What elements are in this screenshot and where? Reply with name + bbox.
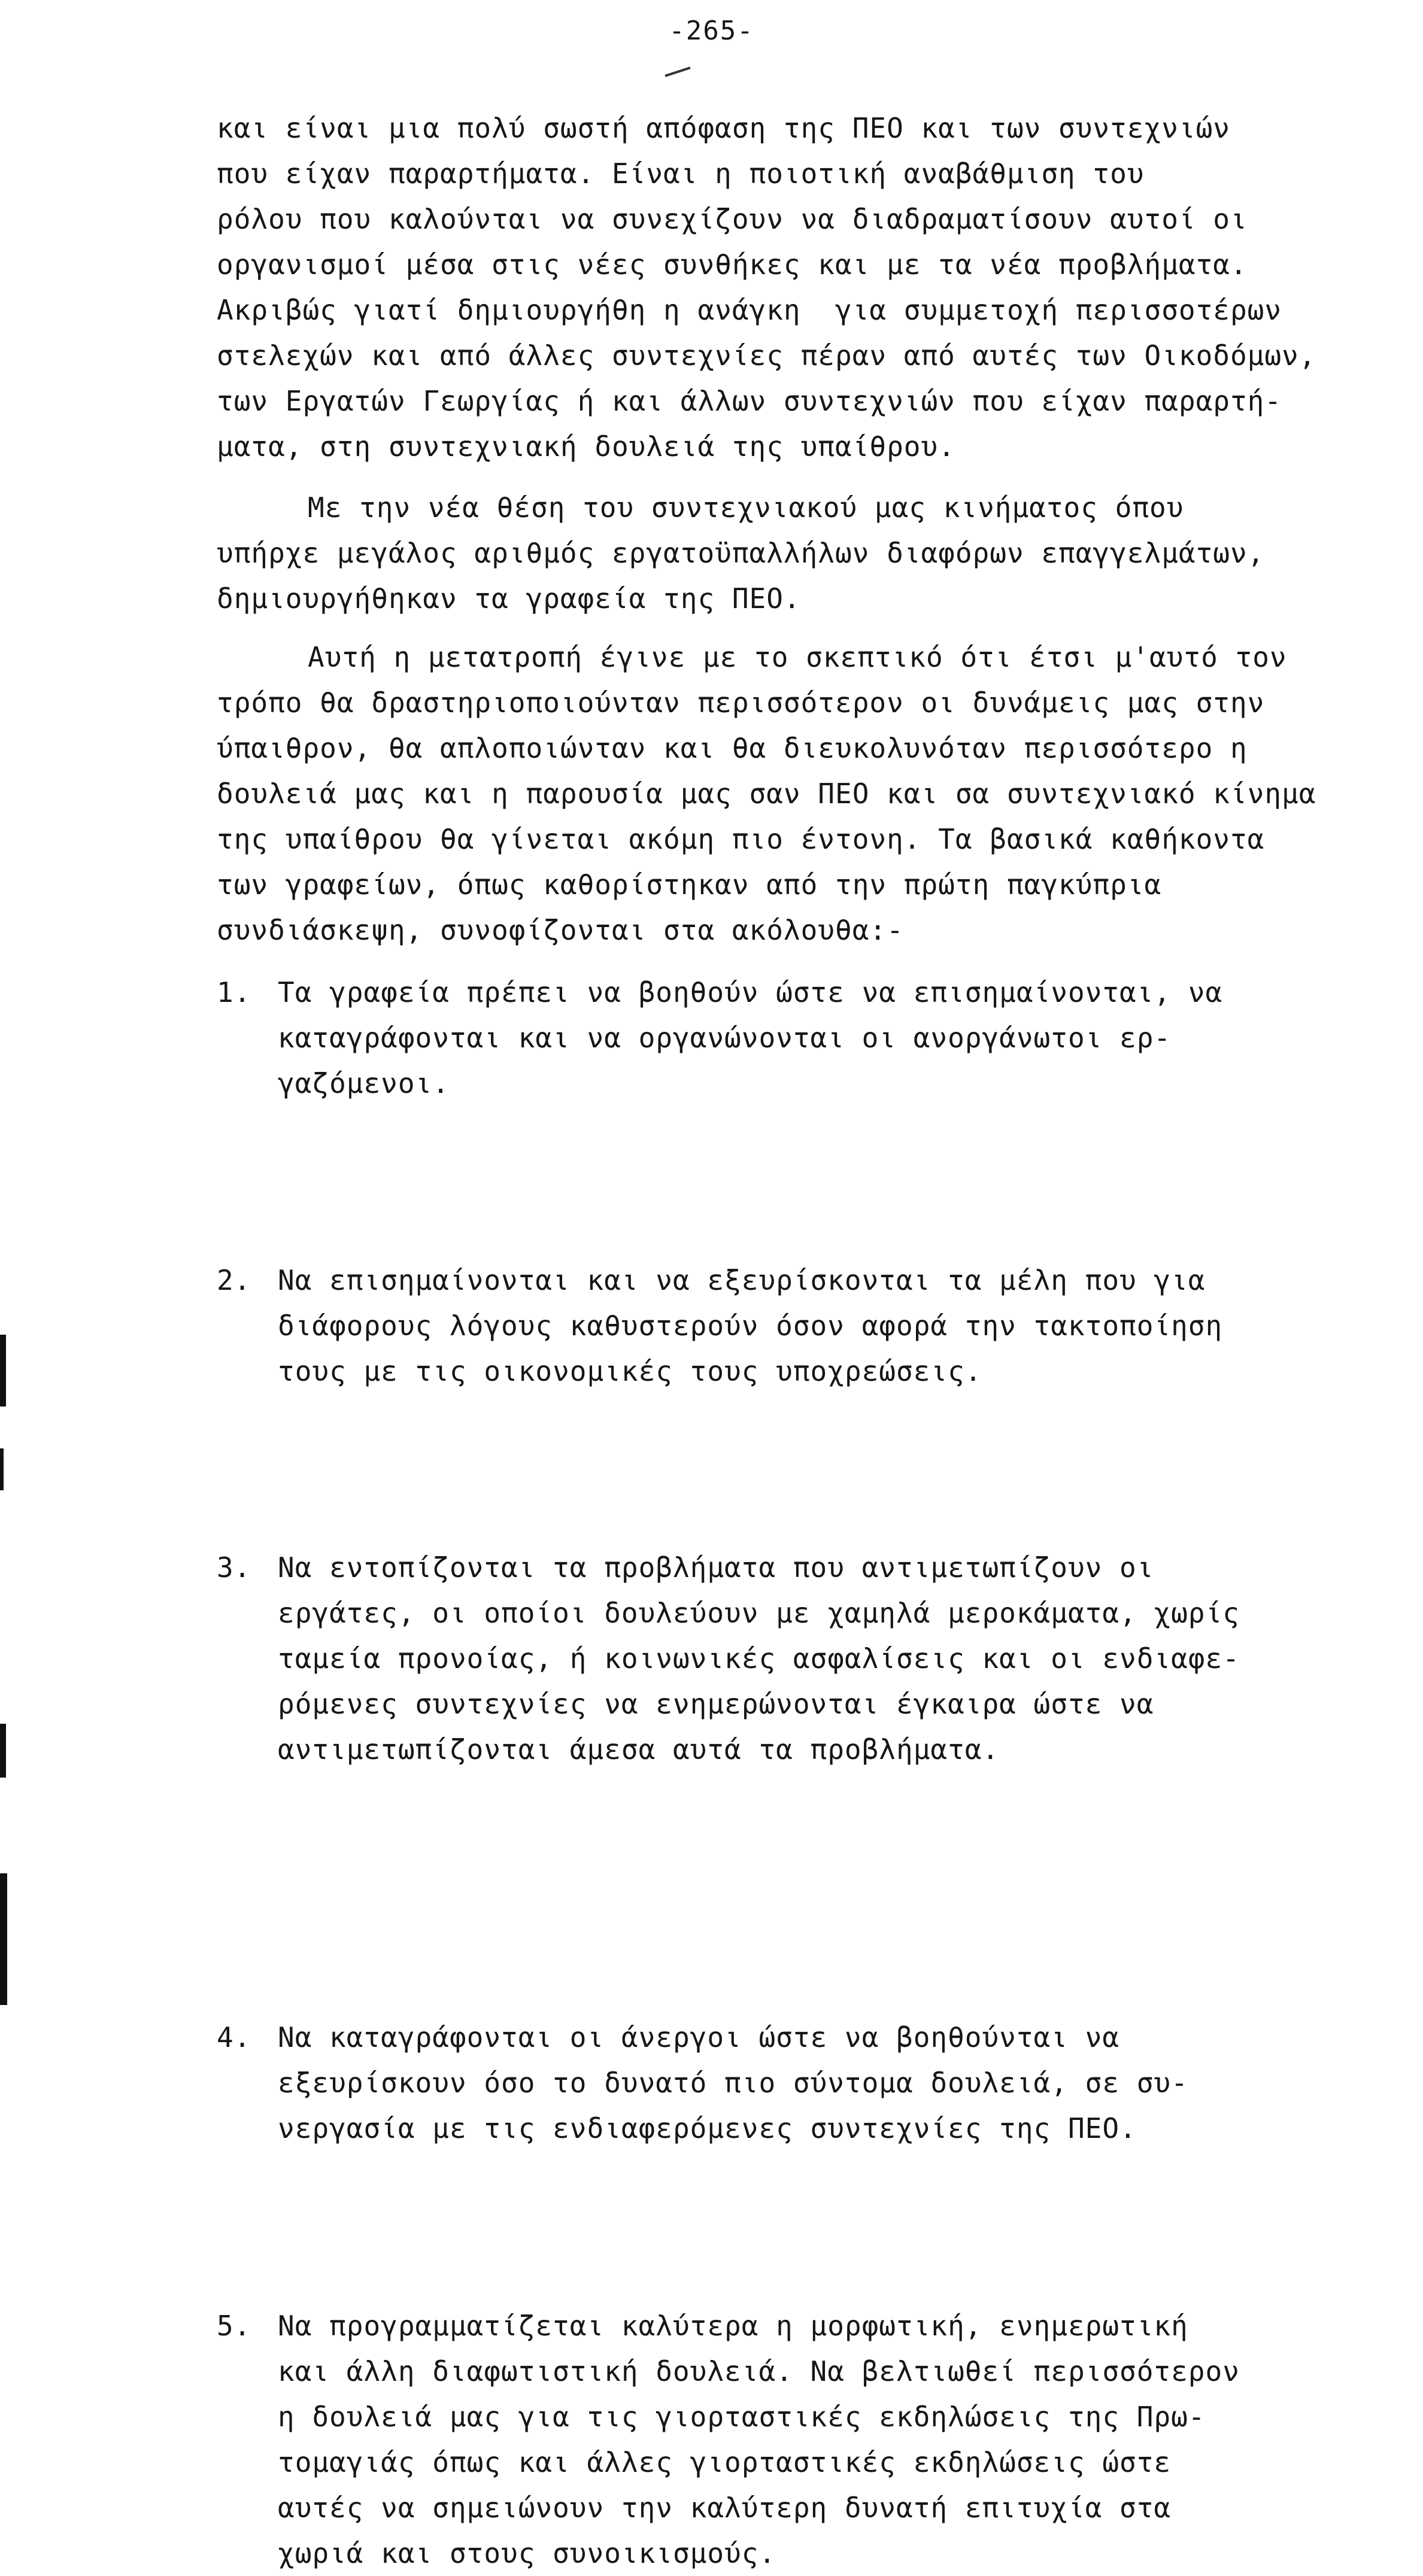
text-line: η δουλειά μας για τις γιορταστικές εκδηλώσεις της Πρω- [278, 2401, 1206, 2433]
text-line: οργανισμοί μέσα στις νέες συνθήκες και με τα νέα προβλήματα. [217, 248, 1248, 281]
text-line: της υπαίθρου θα γίνεται ακόμη πιο έντονη. Τα βασικά καθήκοντα [217, 823, 1265, 855]
text-line: ύπαιθρον, θα απλοποιώνταν και θα διευκολυνόταν περισσότερο η [217, 732, 1248, 764]
text-line: υπήρχε μεγάλος αριθμός εργατοϋπαλλήλων διαφόρων επαγγελμάτων, [217, 537, 1265, 569]
text-line: ταμεία προνοίας, ή κοινωνικές ασφαλίσεις και οι ενδιαφε- [278, 1642, 1240, 1675]
paragraph-3 [217, 634, 1360, 953]
stray-pen-mark [665, 66, 690, 77]
text-line: και είναι μια πολύ σωστή απόφαση της ΠΕΟ και των συντεχνιών [217, 112, 1230, 144]
binding-edge-mark [0, 1873, 7, 2005]
text-line: ρόμενες συντεχνίες να ενημερώνονται έγκαιρα ώστε να [278, 1688, 1154, 1720]
text-line: των Εργατών Γεωργίας ή και άλλων συντεχνιών που είχαν παραρτή- [217, 385, 1282, 417]
text-line: τρόπο θα δραστηριοποιούνταν περισσότερον οι δυνάμεις μας στην [217, 686, 1265, 719]
text-line: Αυτή η μετατροπή έγινε με το σκεπτικό ότι έτσι μ'αυτό τον [308, 641, 1287, 673]
text-line: που είχαν παραρτήματα. Είναι η ποιοτική αναβάθμιση του [217, 157, 1145, 190]
text-line: συνδιάσκεψη, συνοφίζονται στα ακόλουθα:- [217, 914, 904, 946]
text-line: Τα γραφεία πρέπει να βοηθούν ώστε να επισημαίνονται, να [278, 976, 1223, 1008]
binding-edge-mark [0, 1448, 4, 1490]
list-number: 5. [217, 2310, 251, 2342]
list-item-4 [217, 2015, 1421, 2151]
text-line: Ακριβώς γιατί δημιουργήθη η ανάγκη για συμμετοχή περισσοτέρων [217, 294, 1282, 326]
text-line: αυτές να σημειώνουν την καλύτερη δυνατή επιτυχία στα [278, 2492, 1172, 2524]
text-line: καταγράφονται και να οργανώνονται οι ανοργάνωτοι ερ- [278, 1022, 1172, 1054]
text-line: αντιμετωπίζονται άμεσα αυτά τα προβλήματα. [278, 1733, 1000, 1766]
text-line: χωριά και στους συνοικισμούς. [278, 2537, 776, 2569]
text-line: των γραφείων, όπως καθορίστηκαν από την πρώτη παγκύπρια [217, 868, 1162, 901]
text-line: και άλλη διαφωτιστική δουλειά. Να βελτιωθεί περισσότερον [278, 2355, 1240, 2387]
text-line: Να εντοπίζονται τα προβλήματα που αντιμετωπίζουν οι [278, 1551, 1154, 1584]
text-line: Να καταγράφονται οι άνεργοι ώστε να βοηθούνται να [278, 2021, 1120, 2053]
binding-edge-mark [0, 1724, 6, 1778]
list-item-2 [217, 1257, 1421, 1394]
text-line: ρόλου που καλούνται να συνεχίζουν να διαδραματίσουν αυτοί οι [217, 203, 1248, 235]
text-line: νεργασία με τις ενδιαφερόμενες συντεχνίες της ΠΕΟ. [278, 2112, 1137, 2144]
paragraph-2 [217, 485, 1360, 621]
list-number: 1. [217, 976, 251, 1008]
list-item-1 [217, 970, 1421, 1106]
text-line: εξευρίσκουν όσο το δυνατό πιο σύντομα δουλειά, σε συ- [278, 2067, 1188, 2099]
text-line: Με την νέα θέση του συντεχνιακού μας κινήματος όπου [308, 491, 1184, 524]
text-line: Να επισημαίνονται και να εξευρίσκονται τα μέλη που για [278, 1264, 1206, 1296]
list-item-5 [217, 2303, 1421, 2576]
list-item-3 [217, 1545, 1421, 1772]
text-line: στελεχών και από άλλες συντεχνίες πέραν από αυτές των Οικοδόμων, [217, 339, 1316, 372]
text-line: τομαγιάς όπως και άλλες γιορταστικές εκδηλώσεις ώστε [278, 2446, 1172, 2478]
text-line: τους με τις οικονομικές τους υποχρεώσεις. [278, 1355, 982, 1387]
page-number: -265- [669, 16, 754, 46]
list-number: 4. [217, 2021, 251, 2053]
text-line: ματα, στη συντεχνιακή δουλειά της υπαίθρου. [217, 430, 955, 463]
text-line: δουλειά μας και η παρουσία μας σαν ΠΕΟ και σα συντεχνιακό κίνημα [217, 777, 1316, 810]
text-line: Να προγραμματίζεται καλύτερα η μορφωτική, ενημερωτική [278, 2310, 1188, 2342]
text-line: γαζόμενοι. [278, 1067, 450, 1099]
binding-edge-mark [0, 1335, 6, 1407]
text-line: διάφορους λόγους καθυστερούν όσον αφορά την τακτοποίηση [278, 1310, 1223, 1342]
text-line: εργάτες, οι οποίοι δουλεύουν με χαμηλά μεροκάματα, χωρίς [278, 1597, 1240, 1629]
text-line: δημιουργήθηκαν τα γραφεία της ΠΕΟ. [217, 582, 801, 615]
list-number: 3. [217, 1551, 251, 1584]
list-number: 2. [217, 1264, 251, 1296]
paragraph-1 [217, 105, 1360, 469]
